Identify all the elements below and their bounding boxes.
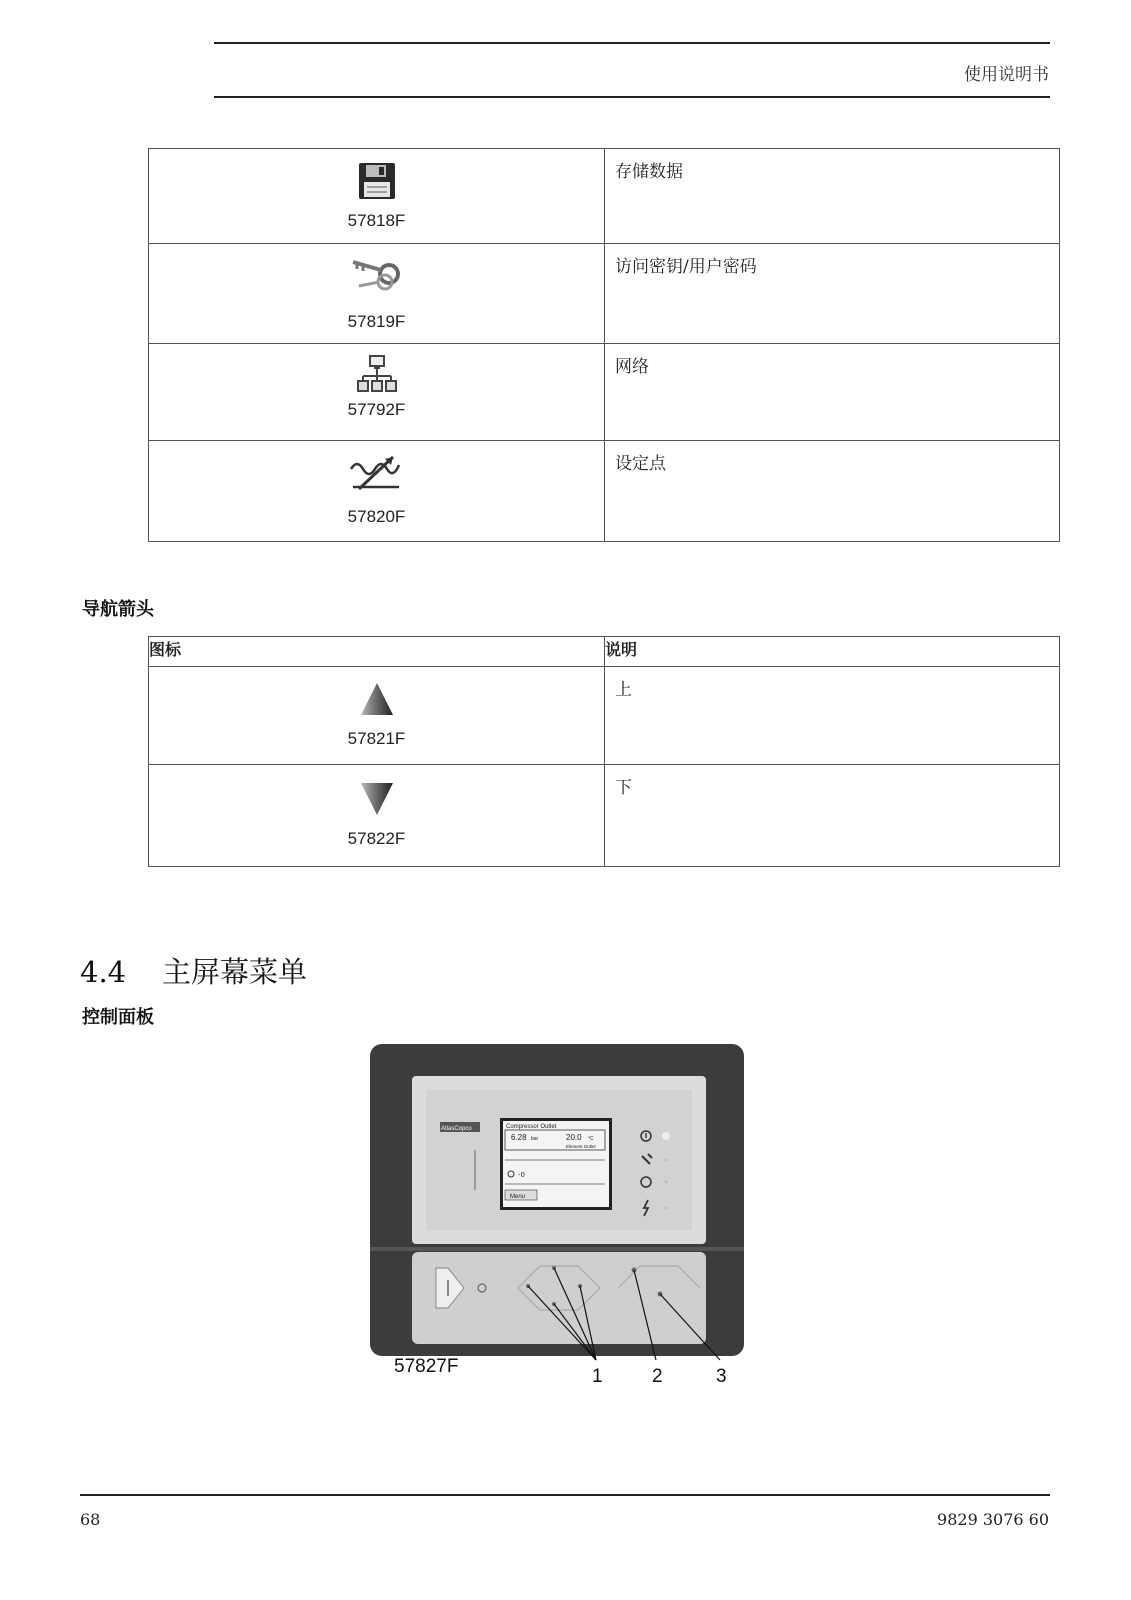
temperature-value: 20.0: [566, 1133, 582, 1142]
nav-arrows-heading: 导航箭头: [82, 599, 154, 620]
icon-code: 57822F: [347, 829, 406, 848]
icon-description: 上: [605, 667, 1060, 765]
column-header-icon: 图标: [149, 637, 605, 667]
footer-rule: [80, 1494, 1050, 1496]
nav-arrows-table: [148, 636, 1060, 867]
callout-3: 3: [716, 1366, 727, 1387]
document-number: 9829 3076 60: [937, 1510, 1049, 1529]
brand-text: AtlasCopco: [441, 1126, 472, 1132]
icon-code: 57820F: [347, 507, 406, 526]
table-row: [149, 244, 1060, 344]
icon-description: 下: [605, 765, 1060, 867]
menu-label: Menu: [510, 1194, 526, 1200]
header-bottom-rule: [214, 96, 1050, 98]
header-top-rule: [214, 42, 1050, 44]
pressure-value: 6.28: [511, 1133, 527, 1142]
icon-description: 网络: [605, 344, 1060, 441]
column-header-description: 说明: [605, 637, 1060, 667]
control-panel-figure: [368, 1042, 768, 1387]
section-number: 4.4: [80, 955, 127, 989]
icon-code: 57819F: [347, 312, 406, 331]
table-row: [149, 667, 1060, 765]
control-panel-subheading: 控制面板: [82, 1007, 154, 1028]
icon-description: 访问密钥/用户密码: [605, 244, 1060, 344]
element-label: Element Outlet: [566, 1144, 596, 1149]
section-heading: [80, 950, 307, 991]
manual-title: 使用说明书: [964, 65, 1049, 85]
arrow-up-icon: [359, 681, 395, 717]
save-icon: [357, 161, 397, 201]
table-header-row: [149, 637, 1060, 667]
table-row: [149, 344, 1060, 441]
pressure-unit: bar: [531, 1136, 539, 1142]
table-row: [149, 441, 1060, 542]
callout-1: 1: [592, 1366, 603, 1387]
callout-2: 2: [652, 1366, 663, 1387]
table-row: [149, 149, 1060, 244]
page-number: 68: [80, 1510, 101, 1529]
section-title: 主屏幕菜单: [162, 955, 308, 989]
icon-code: 57792F: [347, 400, 406, 419]
table-row: [149, 765, 1060, 867]
setpoint-icon: [349, 453, 405, 493]
icon-table: [148, 148, 1060, 542]
network-icon: [357, 354, 397, 394]
icon-description: 设定点: [605, 441, 1060, 542]
temperature-unit: °C: [588, 1136, 594, 1142]
icon-code: 57821F: [347, 729, 406, 748]
keys-icon: [349, 252, 405, 296]
icon-description: 存储数据: [605, 149, 1060, 244]
icon-code: 57818F: [347, 211, 406, 230]
arrow-down-icon: [359, 781, 395, 817]
figure-code: 57827F: [394, 1356, 459, 1377]
screen-title: Compressor Outlet: [506, 1124, 557, 1130]
status-arrow-icon: -0: [518, 1171, 525, 1179]
